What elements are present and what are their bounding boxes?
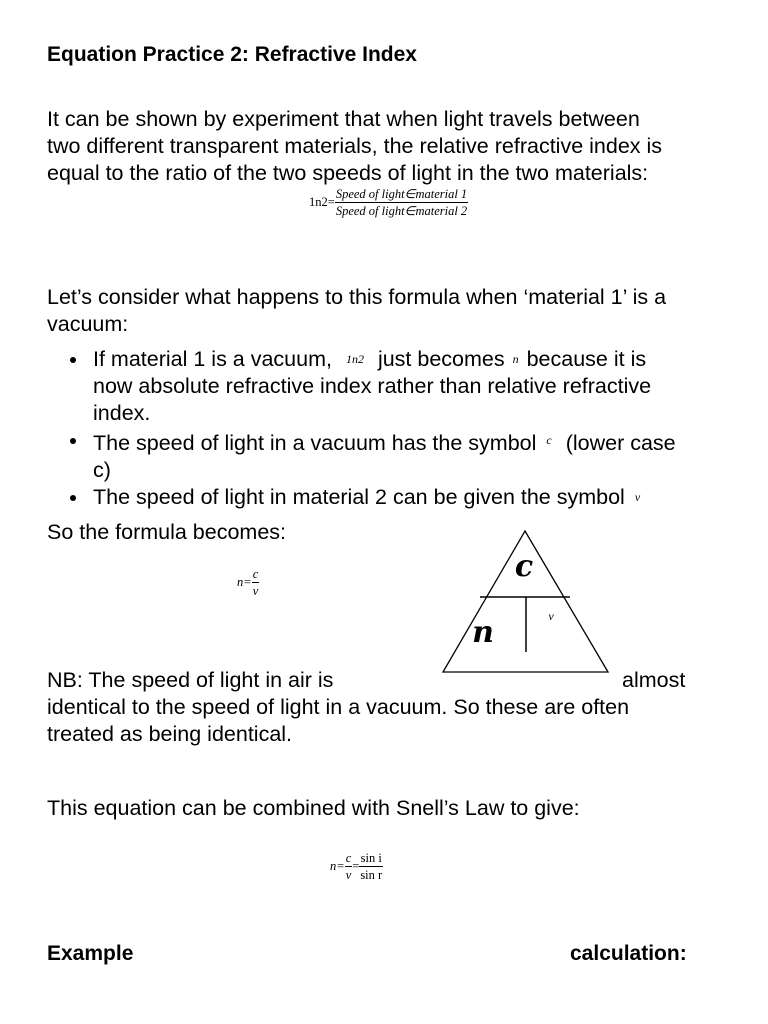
- triangle-label-c: c: [514, 549, 534, 584]
- equation-denominator: sin r: [360, 868, 383, 882]
- bullet-list: [47, 346, 727, 511]
- triangle-label-n: n: [472, 615, 494, 650]
- page-title: Equation Practice 2: Refractive Index: [47, 43, 417, 66]
- snell-intro: This equation can be combined with Snell’s Law to give:: [47, 796, 580, 820]
- bullet-icon: [70, 357, 76, 363]
- nb-line-end: almost: [622, 668, 686, 692]
- bullet-icon: [70, 495, 76, 501]
- formula-intro: So the formula becomes:: [47, 520, 287, 544]
- bullet-text: index.: [93, 401, 151, 425]
- consider-line: vacuum:: [47, 312, 129, 336]
- equation-numerator: sin i: [360, 851, 382, 865]
- intro-line: equal to the ratio of the two speeds of light in the two materials:: [47, 161, 649, 185]
- consider-paragraph: [47, 284, 747, 338]
- list-item: [47, 346, 727, 427]
- nb-line: treated as being identical.: [47, 722, 293, 746]
- intro-line: It can be shown by experiment that when light travels between: [47, 107, 640, 131]
- bullet-text: just becomes: [377, 347, 505, 371]
- bullet-text: c): [93, 458, 111, 482]
- equation-numerator: c: [252, 567, 259, 581]
- formula-triangle: [440, 528, 612, 676]
- equation-denominator: v: [252, 584, 259, 598]
- intro-line: two different transparent materials, the relative refractive index is: [47, 134, 663, 158]
- equation-fraction: [359, 851, 383, 882]
- intro-paragraph: [47, 106, 747, 187]
- nb-line: NB: The speed of light in air is: [47, 668, 334, 692]
- consider-line: Let’s consider what happens to this formula when ‘material 1’ is a: [47, 285, 667, 309]
- bullet-text: because it is: [526, 347, 647, 371]
- equation-lhs: n=: [330, 859, 345, 873]
- symbol-c: c: [546, 433, 552, 447]
- equation-denominator: Speed of light∈material 2: [335, 204, 468, 218]
- example-heading-end: calculation:: [570, 942, 687, 965]
- equation-equals: =: [352, 859, 360, 873]
- equation-relative-index: [309, 187, 468, 218]
- symbol-1n2: 1n2: [345, 352, 364, 366]
- equation-numerator: c: [345, 851, 352, 865]
- equation-fraction: [335, 187, 468, 218]
- nb-line: identical to the speed of light in a vacuum. So these are often: [47, 695, 630, 719]
- equation-numerator: Speed of light∈material 1: [335, 187, 468, 201]
- equation-denominator: v: [345, 868, 352, 882]
- equation-fraction: [252, 567, 260, 598]
- equation-lhs: 1n2=: [309, 195, 335, 209]
- equation-n-equals-c-over-v: [237, 567, 259, 598]
- symbol-n: n: [512, 352, 519, 366]
- nb-paragraph: [47, 694, 747, 748]
- equation-snell: [330, 851, 383, 882]
- symbol-v: v: [634, 490, 641, 504]
- bullet-text: If material 1 is a vacuum,: [93, 347, 332, 371]
- bullet-text: now absolute refractive index rather than relative refractive: [93, 374, 652, 398]
- bullet-icon: [70, 438, 76, 444]
- list-item: [47, 484, 727, 511]
- list-item: [47, 427, 727, 484]
- triangle-label-v: v: [548, 609, 554, 623]
- bullet-text: (lower case: [565, 431, 676, 455]
- equation-lhs: n=: [237, 575, 252, 589]
- bullet-text: The speed of light in material 2 can be given the symbol: [93, 485, 625, 509]
- example-heading: Example: [47, 942, 134, 965]
- bullet-text: The speed of light in a vacuum has the symbol: [93, 431, 537, 455]
